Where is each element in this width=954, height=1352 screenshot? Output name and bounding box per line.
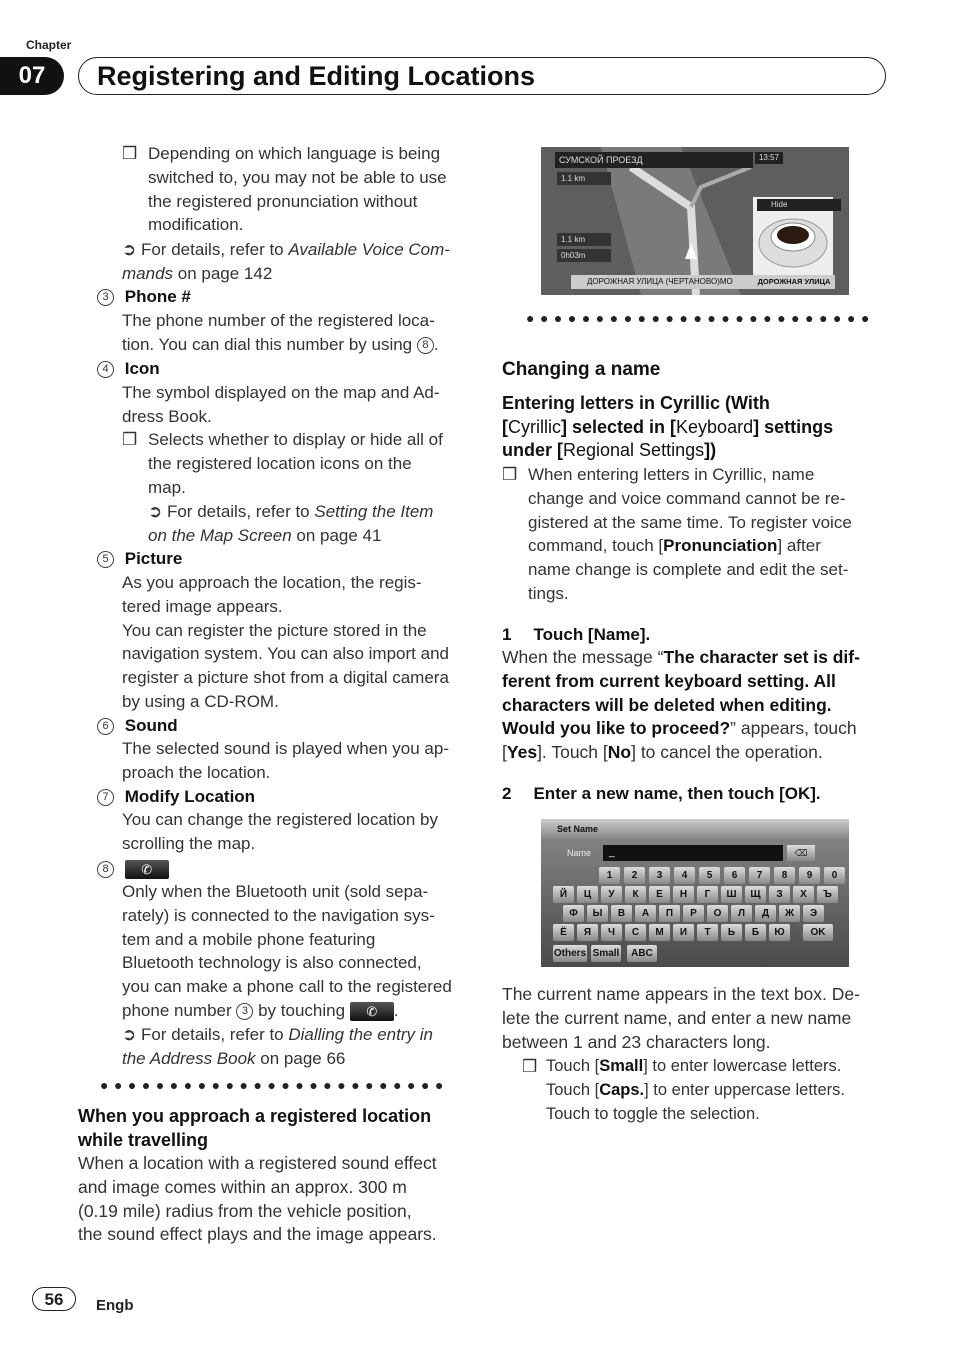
time-remaining: 0h03m <box>557 249 611 262</box>
keyboard-key[interactable]: Х <box>793 886 814 903</box>
ref-arrow-icon: ➲ <box>122 240 137 259</box>
item-title: Sound <box>124 716 178 735</box>
note-text: ] to enter uppercase letters. <box>644 1080 846 1099</box>
ref-link[interactable]: Dialling the entry in <box>288 1024 433 1044</box>
heading-text: ] settings <box>753 416 834 437</box>
keyboard-key[interactable]: Я <box>577 924 598 941</box>
keyboard-key[interactable]: А <box>635 905 656 922</box>
desc-line: between 1 and 23 characters long. <box>502 1031 771 1052</box>
ref-link[interactable]: the Address Book <box>122 1048 256 1068</box>
note-box-icon: ❒ <box>502 465 518 484</box>
set-name-title: Set Name <box>541 819 849 839</box>
note-text: Touch [ <box>546 1057 600 1075</box>
item-picture <box>97 547 182 571</box>
page-number: 56 <box>32 1287 76 1311</box>
ref-arrow-icon: ➲ <box>122 1024 137 1044</box>
step-1-desc <box>502 646 902 765</box>
item-sound-desc <box>122 737 449 785</box>
others-button[interactable]: Others <box>553 945 587 962</box>
item-title: Icon <box>124 359 160 378</box>
keyboard-key[interactable]: У <box>601 886 622 903</box>
step-1 <box>502 623 650 647</box>
desc-line: Bluetooth technology is also connected, <box>122 953 422 973</box>
step-2 <box>502 782 821 806</box>
small-button[interactable]: Small <box>591 945 621 962</box>
item-number: 7 <box>97 789 114 806</box>
approach-heading <box>78 1104 431 1152</box>
desc-line <box>502 741 902 765</box>
approach-desc <box>78 1152 437 1247</box>
abc-button[interactable]: ABC <box>627 945 657 962</box>
item-modify <box>97 785 255 809</box>
desc-line <box>502 646 902 670</box>
message-text: characters will be deleted when editing. <box>502 694 832 715</box>
no-term: No <box>607 742 632 763</box>
desc-line: tion. You can dial this number by using 8 . <box>122 334 439 354</box>
keyboard-key[interactable]: Т <box>697 924 718 941</box>
desc-text: . <box>393 1000 399 1020</box>
desc-line: Only when the Bluetooth unit (sold sepa- <box>122 882 429 901</box>
step-text: Touch [Name]. <box>533 625 651 644</box>
keyboard-key[interactable]: Б <box>745 924 766 941</box>
note-text: ] after <box>777 536 821 556</box>
desc-line: by using a CD-ROM. <box>122 691 279 711</box>
yes-term: Yes <box>506 742 538 763</box>
desc-line: tered image appears. <box>122 596 283 616</box>
desc-line: The phone number of the registered loca- <box>122 311 435 330</box>
section-divider-dots: ●●●●●●●●●●●●●●●●●●●●●●●●● <box>100 1077 449 1093</box>
keyboard-key[interactable]: Ц <box>577 886 598 903</box>
desc-text: ] to cancel the operation. <box>631 742 823 763</box>
desc-text: When the message “ <box>502 647 664 667</box>
step-text: Enter a new name, then touch [OK]. <box>533 784 821 803</box>
keyboard-key[interactable]: 8 <box>774 867 795 884</box>
current-name-desc <box>502 983 902 1054</box>
note-line: the registered pronunciation without <box>148 191 418 211</box>
note-box-icon: ❒ <box>122 430 138 449</box>
note-line: Touch to toggle the selection. <box>546 1104 760 1123</box>
ref-dialling <box>122 1023 452 1047</box>
desc-line: The symbol displayed on the map and Ad- <box>122 383 440 402</box>
desc-line: When a location with a registered sound effect <box>78 1153 437 1173</box>
desc-line: and image comes within an approx. 300 m <box>78 1176 407 1197</box>
keyboard-key[interactable]: С <box>625 924 646 941</box>
note-line <box>546 1079 845 1103</box>
note-box-icon: ❒ <box>122 144 138 163</box>
street-banner: СУМСКОЙ ПРОЕЗД <box>555 152 753 168</box>
item-sound <box>97 714 178 738</box>
note-line: the registered location icons on the <box>148 453 412 473</box>
desc-line: lete the current name, and enter a new name <box>502 1007 852 1028</box>
item-number: 5 <box>97 551 114 568</box>
keyboard-screenshot <box>541 819 849 967</box>
desc-line: You can register the picture stored in the <box>122 620 427 640</box>
note-line: tings. <box>528 583 569 603</box>
ref-text: For details, refer to <box>136 240 289 259</box>
street-bottom: ДОРОЖНАЯ УЛИЦА (ЧЕРТАНОВО)МО <box>571 275 753 289</box>
item-icon-desc <box>122 381 440 429</box>
hide-button[interactable]: Hide <box>757 199 841 211</box>
item-phone-call <box>97 857 169 881</box>
note-line <box>528 534 892 558</box>
ref-text: For details, refer to <box>136 1024 289 1044</box>
street-right: ДОРОЖНАЯ УЛИЦА <box>753 275 835 289</box>
nav-screenshot <box>541 147 849 295</box>
heading-text: ] selected in [ <box>561 416 677 437</box>
desc-text: tion. You can dial this number by using <box>122 334 413 354</box>
distance-1: 1.1 km <box>557 172 611 185</box>
desc-line: scrolling the map. <box>122 833 256 853</box>
name-label: Name <box>567 848 592 858</box>
keyboard-key[interactable]: Ж <box>779 905 800 922</box>
phone-call-icon: ✆ <box>125 860 169 879</box>
ref-map-screen <box>148 500 433 548</box>
clock: 13:57 <box>755 152 783 164</box>
ref-page: on page 142 <box>173 263 273 283</box>
note-line: When entering letters in Cyrillic, name <box>528 465 815 484</box>
note-small-caps <box>522 1055 845 1126</box>
keyboard-key[interactable]: Р <box>683 905 704 922</box>
keyboard-key[interactable]: Ь <box>721 924 742 941</box>
desc-text: ” appears, touch <box>730 718 857 739</box>
note-language <box>122 142 447 237</box>
desc-text: by touching <box>253 1000 350 1020</box>
desc-text: phone number <box>122 1000 237 1020</box>
keyboard-key[interactable]: Г <box>697 886 718 903</box>
desc-line: navigation system. You can also import and <box>122 644 449 664</box>
heading-line: Entering letters in Cyrillic (With <box>502 393 770 413</box>
keyboard-key[interactable]: 3 <box>649 867 670 884</box>
note-text: ] to enter lowercase letters. <box>643 1057 842 1075</box>
desc-line: proach the location. <box>122 762 271 782</box>
keyboard-key[interactable]: Щ <box>745 886 766 903</box>
note-cyrillic <box>502 463 892 606</box>
note-text: command, touch [ <box>528 536 664 556</box>
ref-link[interactable]: mands <box>122 263 174 283</box>
item-phone-desc <box>122 309 439 357</box>
note-box-icon: ❒ <box>522 1057 538 1076</box>
page-title-text: Registering and Editing Locations <box>97 60 536 91</box>
keyboard-key[interactable]: 0 <box>824 867 845 884</box>
phone-call-icon: ✆ <box>350 1002 394 1021</box>
keyboard-key[interactable]: Ф <box>563 905 584 922</box>
desc-line <box>122 999 452 1023</box>
heading-term: Cyrillic <box>508 416 561 437</box>
ref-link[interactable]: Available Voice Com- <box>288 240 450 259</box>
keyboard-key[interactable]: 9 <box>799 867 820 884</box>
ref-page: on page 41 <box>291 525 382 545</box>
item-phone-call-desc <box>122 880 452 1070</box>
keyboard-key[interactable]: 7 <box>749 867 770 884</box>
keyboard-key[interactable]: В <box>611 905 632 922</box>
item-number: 8 <box>97 861 114 878</box>
item-title: Modify Location <box>124 787 256 806</box>
heading-line: When you approach a registered location <box>78 1106 432 1126</box>
item-icon <box>97 357 160 381</box>
ok-button[interactable]: OK <box>803 924 833 941</box>
section-divider-dots: ●●●●●●●●●●●●●●●●●●●●●●●●● <box>526 310 875 326</box>
note-line: Selects whether to display or hide all of <box>148 430 443 449</box>
keyboard-key[interactable]: Ш <box>721 886 742 903</box>
ref-link[interactable]: on the Map Screen <box>148 525 292 545</box>
note-line: gistered at the same time. To register voice <box>528 512 852 532</box>
keyboard-key[interactable]: П <box>659 905 680 922</box>
ref-number: 8 <box>417 337 434 354</box>
desc-line: The current name appears in the text box. De- <box>502 984 860 1004</box>
backspace-icon[interactable]: ⌫ <box>787 845 815 861</box>
keyboard-key[interactable]: Ъ <box>817 886 838 903</box>
ref-arrow-icon: ➲ <box>148 502 163 521</box>
desc-line: You can change the registered location by <box>122 810 438 829</box>
keyboard-key[interactable]: 2 <box>624 867 645 884</box>
keyboard-key[interactable]: О <box>707 905 728 922</box>
message-text: Would you like to proceed? <box>502 718 731 739</box>
ref-voice-commands <box>122 238 462 286</box>
desc-text: ]. Touch [ <box>537 742 608 763</box>
item-phone <box>97 285 191 309</box>
keyboard-key[interactable]: К <box>625 886 646 903</box>
ref-link[interactable]: Setting the Item <box>314 502 434 521</box>
note-icon-toggle <box>122 428 443 499</box>
desc-line: register a picture shot from a digital camera <box>122 668 449 688</box>
note-line: modification. <box>148 215 244 235</box>
chapter-number: 07 <box>0 57 64 95</box>
keyboard-key[interactable]: Ё <box>553 924 574 941</box>
heading-line <box>502 416 892 440</box>
ref-dialling-line2 <box>122 1047 452 1071</box>
keyboard-key[interactable]: Ч <box>601 924 622 941</box>
heading-line: while travelling <box>78 1130 209 1150</box>
note-language-text <box>148 142 447 237</box>
message-text: The character set is dif- <box>663 647 860 667</box>
ref-text: For details, refer to <box>162 502 315 521</box>
step-number: 2 <box>502 784 512 803</box>
keyboard-key[interactable]: М <box>649 924 670 941</box>
desc-line: (0.19 mile) radius from the vehicle position, <box>78 1200 412 1221</box>
desc-line <box>502 717 902 741</box>
keyboard-key[interactable]: Э <box>803 905 824 922</box>
heading-line <box>502 439 892 463</box>
desc-line: dress Book. <box>122 406 212 426</box>
note-line <box>546 1055 845 1079</box>
heading-text: ]) <box>704 440 717 460</box>
note-line: change and voice command cannot be re- <box>528 488 846 508</box>
desc-line: As you approach the location, the regis- <box>122 573 422 592</box>
heading-text: under [ <box>502 440 563 460</box>
item-number: 3 <box>97 289 114 306</box>
distance-2: 1.1 km <box>557 233 611 246</box>
keyboard-key[interactable]: Л <box>731 905 752 922</box>
keyboard-key[interactable]: З <box>769 886 790 903</box>
cyrillic-subheading <box>502 392 892 463</box>
chapter-label: Chapter <box>26 38 72 52</box>
desc-line: rately) is connected to the navigation sys- <box>122 905 435 925</box>
desc-line: you can make a phone call to the registered <box>122 977 452 997</box>
keyboard-key[interactable]: Е <box>649 886 670 903</box>
desc-line: tem and a mobile phone featuring <box>122 929 376 949</box>
note-term: Pronunciation <box>663 536 778 556</box>
keyboard-key[interactable]: 4 <box>674 867 695 884</box>
step-number: 1 <box>502 625 512 644</box>
item-modify-desc <box>122 808 438 856</box>
heading-text: [ <box>502 416 508 437</box>
ref-number: 3 <box>236 1003 253 1020</box>
note-term: Small <box>599 1057 644 1075</box>
keyboard-key[interactable]: Ы <box>587 905 608 922</box>
desc-text: [ <box>502 742 507 763</box>
name-input[interactable]: _ <box>603 845 783 861</box>
item-title: Picture <box>124 549 183 568</box>
keyboard-key[interactable]: Д <box>755 905 776 922</box>
note-text: Touch [ <box>546 1080 600 1099</box>
item-number: 4 <box>97 361 114 378</box>
keyboard-key[interactable]: И <box>673 924 694 941</box>
heading-term: Regional Settings <box>563 440 705 460</box>
language-code: Engb <box>96 1297 134 1314</box>
keyboard-key[interactable]: 6 <box>724 867 745 884</box>
section-title: Changing a name <box>502 359 661 380</box>
item-picture-desc <box>122 571 449 714</box>
page-title <box>78 57 886 95</box>
desc-line: the sound effect plays and the image appears. <box>78 1224 437 1245</box>
note-line: map. <box>148 477 186 497</box>
ref-page: on page 66 <box>255 1048 346 1068</box>
note-term: Caps. <box>599 1080 645 1099</box>
item-title: Phone # <box>124 287 191 306</box>
keyboard-key[interactable]: Ю <box>769 924 790 941</box>
note-line: name change is complete and edit the set- <box>528 560 849 580</box>
keyboard-key[interactable]: Н <box>673 886 694 903</box>
keyboard-key[interactable]: 5 <box>699 867 720 884</box>
keyboard-key[interactable]: Й <box>553 886 574 903</box>
note-line: Depending on which language is being <box>148 144 441 163</box>
note-line: switched to, you may not be able to use <box>148 167 447 187</box>
item-number: 6 <box>97 718 114 735</box>
desc-line: The selected sound is played when you ap- <box>122 739 449 758</box>
message-text: ferent from current keyboard setting. All <box>502 670 836 691</box>
heading-term: Keyboard <box>676 416 754 437</box>
keyboard-key[interactable]: 1 <box>599 867 620 884</box>
